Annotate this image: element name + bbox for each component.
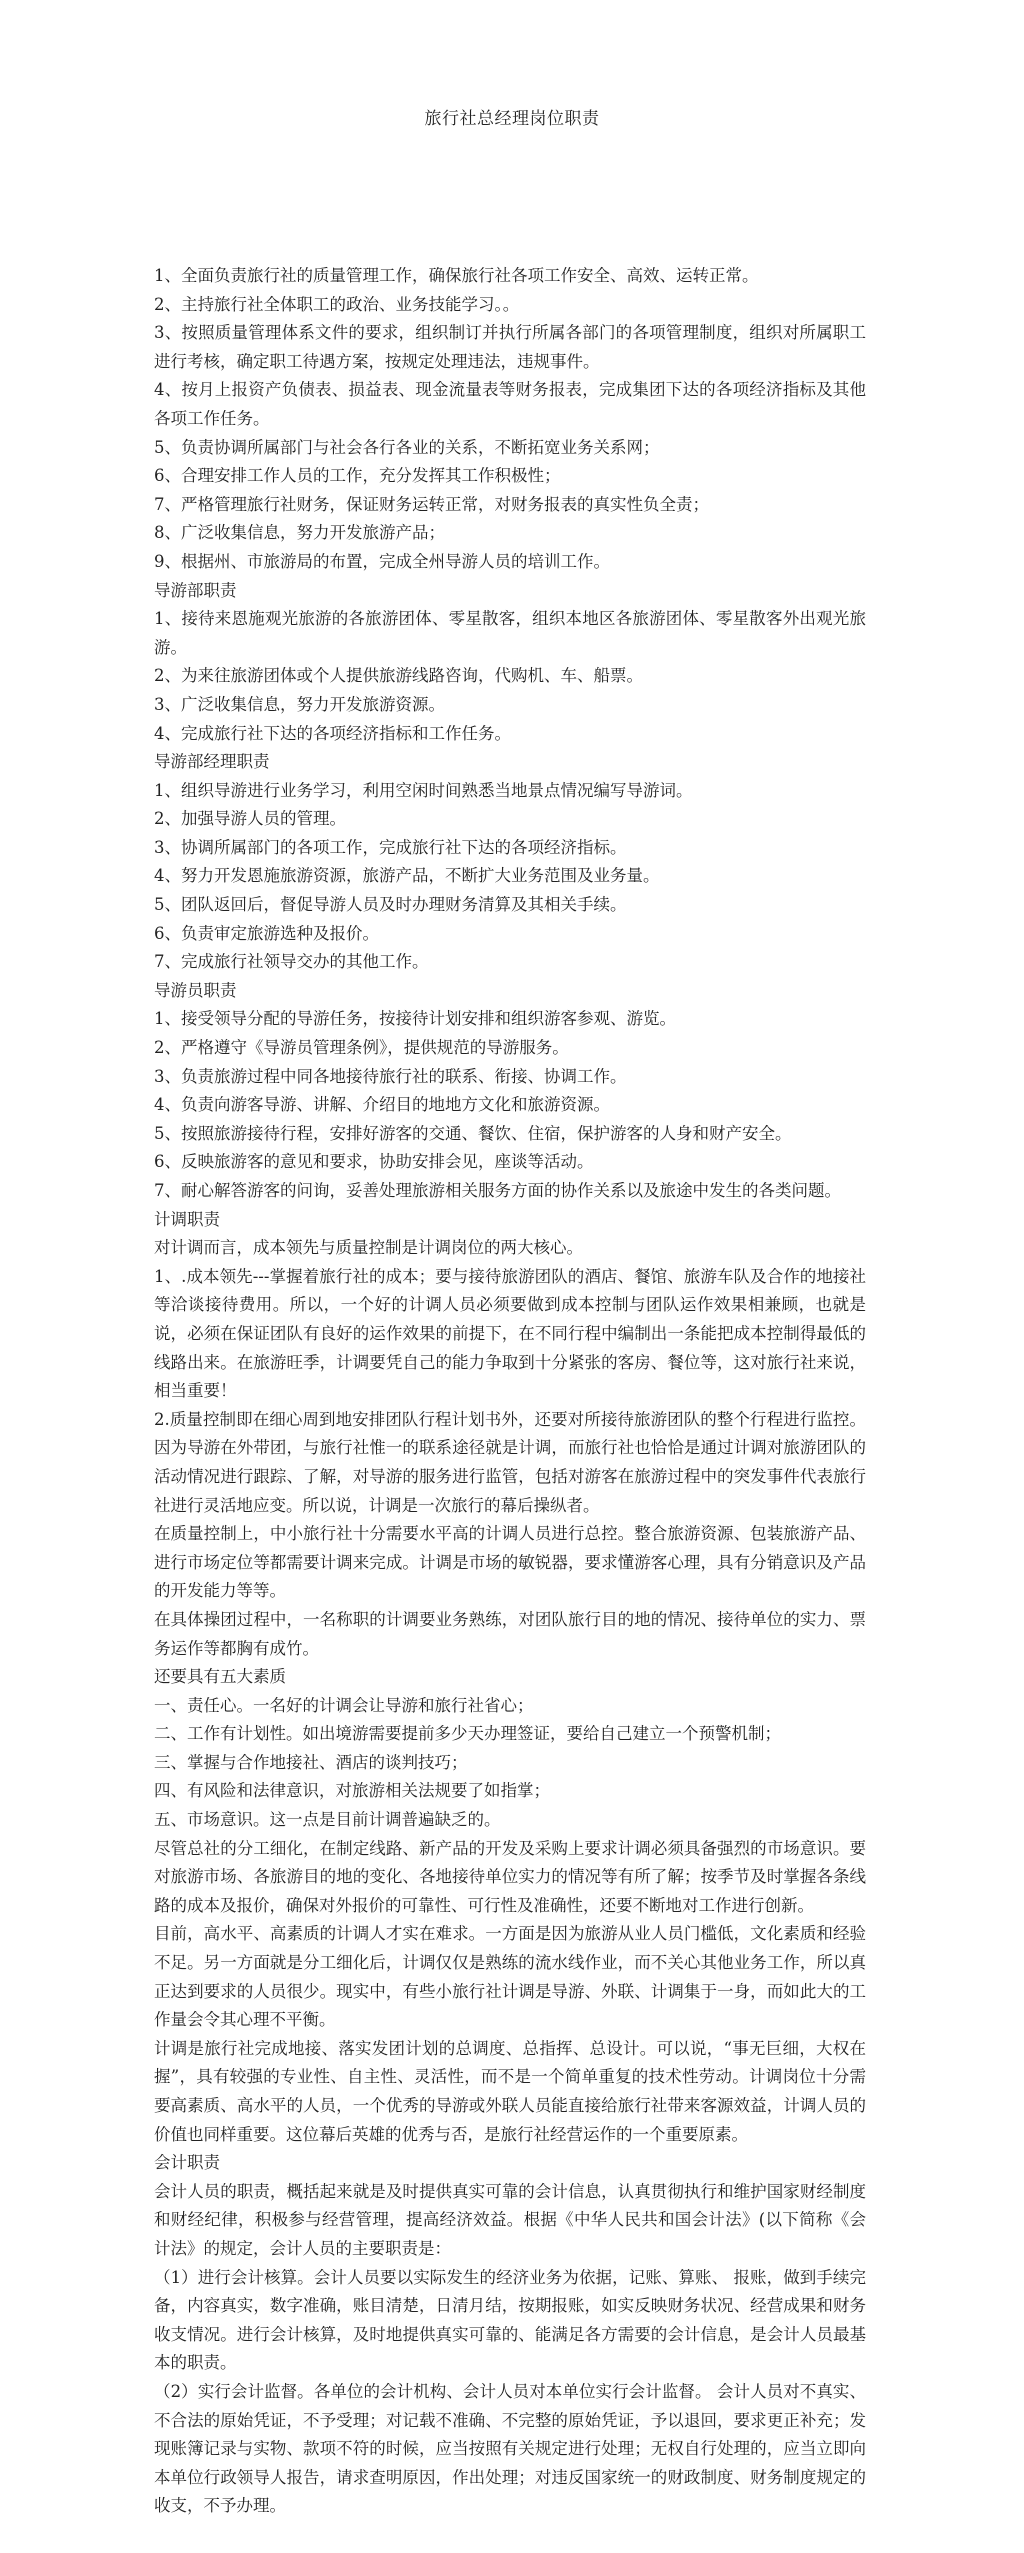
paragraph: 二、工作有计划性。如出境游需要提前多少天办理签证，要给自己建立一个预警机制； (154, 1724, 781, 1744)
paragraph: 6、反映旅游客的意见和要求，协助安排会见，座谈等活动。 (154, 1152, 594, 1172)
paragraph: 8、广泛收集信息，努力开发旅游产品； (154, 523, 445, 543)
paragraph: 4、按月上报资产负债表、损益表、现金流量表等财务报表，完成集团下达的各项经济指标及其他各项工作任务。 (154, 380, 866, 428)
paragraph: 4、完成旅行社下达的各项经济指标和工作任务。 (154, 723, 511, 743)
paragraph: 在具体操团过程中，一名称职的计调要业务熟练，对团队旅行目的地的情况、接待单位的实力、票务运作等都胸有成竹。 (154, 1609, 866, 1658)
paragraph: 6、合理安排工作人员的工作，充分发挥其工作积极性； (154, 466, 561, 486)
paragraph: 1、组织导游进行业务学习，利用空闲时间熟悉当地景点情况编写导游词。 (154, 780, 693, 800)
paragraph: 在质量控制上，中小旅行社十分需要水平高的计调人员进行总控。整合旅游资源、包装旅游产品、进行市场定位等都需要计调来完成。计调是市场的敏锐器，要求懂游客心理，具有分销意识及产品的开发能力等等。 (154, 1524, 866, 1601)
paragraph: 1、全面负责旅行社的质量管理工作，确保旅行社各项工作安全、高效、运转正常。 (154, 266, 759, 285)
paragraph: 导游部职责 (154, 580, 237, 600)
paragraph: 7、严格管理旅行社财务，保证财务运转正常，对财务报表的真实性负全责； (154, 494, 709, 514)
paragraph: 2.质量控制即在细心周到地安排团队行程计划书外，还要对所接待旅游团队的整个行程进行监控。因为导游在外带团，与旅行社惟一的联系途径就是计调，而旅行社也恰恰是通过计调对旅游团队的活动情况进行跟踪、了解，对导游的服务进行监管，包括对游客在旅游过程中的突发事件代表旅行社进行灵活地应变。所以说，计调是一次旅行的幕后操纵者。 (154, 1409, 866, 1515)
paragraph: 2、主持旅行社全体职工的政治、业务技能学习。。 (154, 294, 520, 314)
paragraph: 会计人员的职责，概括起来就是及时提供真实可靠的会计信息，认真贯彻执行和维护国家财经制度和财经纪律，积极参与经营管理，提高经济效益。根据《中华人民共和国会计法》(以下简称《会计法》的规定，会计人员的主要职责是： (154, 2181, 866, 2258)
paragraph: 6、负责审定旅游选种及报价。 (154, 923, 379, 943)
paragraph: 1、接受领导分配的导游任务，按接待计划安排和组织游客参观、游览。 (154, 1009, 676, 1029)
paragraph: 4、努力开发恩施旅游资源，旅游产品，不断扩大业务范围及业务量。 (154, 866, 660, 886)
paragraph: 导游部经理职责 (154, 752, 270, 772)
paragraph: （1）进行会计核算。会计人员要以实际发生的经济业务为依据，记账、算账、 报账，做到手续完备，内容真实，数字准确，账目清楚，日清月结，按期报账，如实反映财务状况、经营成果和财务收支情况。进行会计核算，及时地提供真实可靠的、能满足各方需要的会计信息，是会计人员最基本的职责。 (154, 2267, 866, 2373)
paragraph: 3、按照质量管理体系文件的要求，组织制订并执行所属各部门的各项管理制度，组织对所属职工进行考核，确定职工待遇方案，按规定处理违法，违规事件。 (154, 323, 866, 371)
paragraph: 目前，高水平、高素质的计调人才实在难求。一方面是因为旅游从业人员门槛低，文化素质和经验不足。另一方面就是分工细化后，计调仅仅是熟练的流水线作业，而不关心其他业务工作，所以真正达到要求的人员很少。现实中，有些小旅行社计调是导游、外联、计调集于一身，而如此大的工作量会令其心理不平衡。 (154, 1924, 866, 2030)
paragraph: 导游员职责 (154, 980, 237, 1000)
paragraph: （2）实行会计监督。各单位的会计机构、会计人员对本单位实行会计监督。 会计人员对不真实、不合法的原始凭证，不予受理；对记载不准确、不完整的原始凭证，予以退回，要求更正补充；发现账簿记录与实物、款项不符的时候，应当按照有关规定进行处理；无权自行处理的，应当立即向本单位行政领导人报告，请求查明原因，作出处理；对违反国家统一的财政制度、财务制度规定的收支，不予办理。 (154, 2381, 866, 2516)
paragraph: 7、耐心解答游客的问询，妥善处理旅游相关服务方面的协作关系以及旅途中发生的各类问题。 (154, 1181, 841, 1200)
paragraph: 7、完成旅行社领导交办的其他工作。 (154, 952, 429, 972)
document-body (154, 262, 866, 2521)
paragraph: 5、负责协调所属部门与社会各行各业的关系，不断拓宽业务关系网； (154, 437, 660, 457)
paragraph: 计调职责 (154, 1209, 220, 1229)
paragraph: 尽管总社的分工细化，在制定线路、新产品的开发及采购上要求计调必须具备强烈的市场意识。要对旅游市场、各旅游目的地的变化、各地接待单位实力的情况等有所了解；按季节及时掌握各条线路的成本及报价，确保对外报价的可靠性、可行性及准确性，还要不断地对工作进行创新。 (154, 1838, 866, 1915)
paragraph: 9、根据州、市旅游局的布置，完成全州导游人员的培训工作。 (154, 551, 610, 571)
paragraph: 还要具有五大素质 (154, 1667, 286, 1687)
paragraph: 5、按照旅游接待行程，安排好游客的交通、餐饮、住宿，保护游客的人身和财产安全。 (154, 1123, 792, 1143)
paragraph: 1、.成本领先---掌握着旅行社的成本；要与接待旅游团队的酒店、餐馆、旅游车队及合作的地接社等洽谈接待费用。所以，一个好的计调人员必须要做到成本控制与团队运作效果相兼顾，也就是说，必须在保证团队有良好的运作效果的前提下，在不同行程中编制出一条能把成本控制得最低的线路出来。在旅游旺季，计调要凭自己的能力争取到十分紧张的客房、餐位等，这对旅行社来说，相当重要！ (154, 1266, 866, 1401)
document-title: 旅行社总经理岗位职责 (424, 109, 600, 129)
paragraph: 3、广泛收集信息，努力开发旅游资源。 (154, 694, 445, 714)
paragraph: 3、协调所属部门的各项工作，完成旅行社下达的各项经济指标。 (154, 837, 627, 857)
paragraph: 3、负责旅游过程中同各地接待旅行社的联系、衔接、协调工作。 (154, 1066, 627, 1086)
paragraph: 2、加强导游人员的管理。 (154, 809, 346, 829)
paragraph: 2、为来往旅游团体或个人提供旅游线路咨询，代购机、车、船票。 (154, 666, 643, 686)
paragraph: 2、严格遵守《导游员管理条例》，提供规范的导游服务。 (154, 1038, 569, 1058)
paragraph: 五、市场意识。这一点是目前计调普遍缺乏的。 (154, 1810, 501, 1830)
paragraph: 1、接待来恩施观光旅游的各旅游团体、零星散客，组织本地区各旅游团体、零星散客外出观光旅游。 (154, 609, 866, 657)
paragraph: 4、负责向游客导游、讲解、介绍目的地地方文化和旅游资源。 (154, 1095, 610, 1115)
paragraph: 对计调而言，成本领先与质量控制是计调岗位的两大核心。 (154, 1238, 583, 1258)
paragraph: 一、责任心。一名好的计调会让导游和旅行社省心； (154, 1695, 534, 1715)
paragraph: 四、有风险和法律意识，对旅游相关法规要了如指掌； (154, 1781, 550, 1801)
paragraph: 三、掌握与合作地接社、酒店的谈判技巧； (154, 1752, 468, 1772)
paragraph: 计调是旅行社完成地接、落实发团计划的总调度、总指挥、总设计。可以说，“事无巨细，大权在握”，具有较强的专业性、自主性、灵活性，而不是一个简单重复的技术性劳动。计调岗位十分需要高素质、高水平的人员，一个优秀的导游或外联人员能直接给旅行社带来客源效益，计调人员的价值也同样重要。这位幕后英雄的优秀与否，是旅行社经营运作的一个重要原素。 (154, 2038, 866, 2144)
paragraph: 会计职责 (154, 2153, 220, 2173)
paragraph: 5、团队返回后，督促导游人员及时办理财务清算及其相关手续。 (154, 895, 627, 915)
